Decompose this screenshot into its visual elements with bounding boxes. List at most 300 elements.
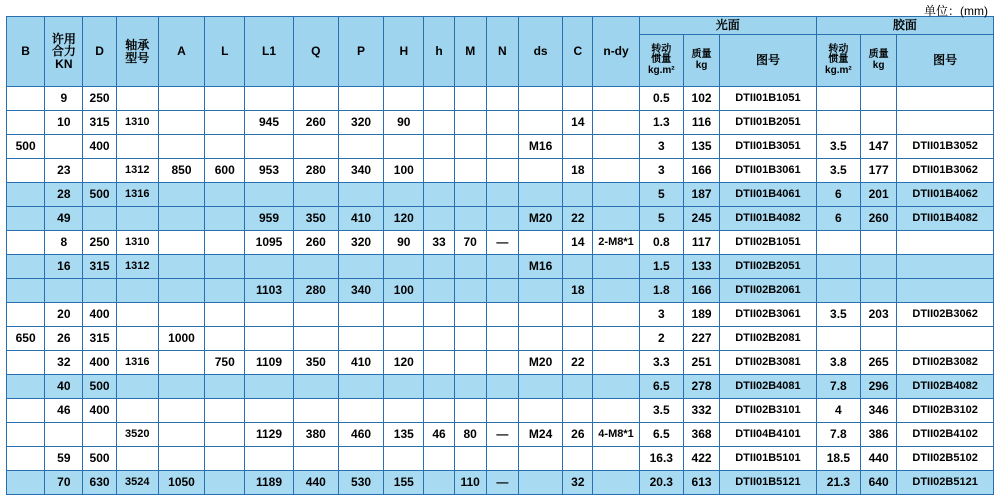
cell-ds: [518, 471, 562, 495]
cell-P: [338, 135, 383, 159]
cell-code1: DTII02B4081: [720, 375, 817, 399]
cell-M: 70: [454, 231, 486, 255]
cell-inertia2: 3.8: [816, 351, 860, 375]
cell-L1: 945: [245, 111, 293, 135]
cell-D: 500: [83, 183, 116, 207]
cell-N: [486, 303, 518, 327]
cell-B: [7, 183, 45, 207]
cell-A: [158, 279, 204, 303]
cell-ndy: [593, 351, 639, 375]
cell-P: [338, 447, 383, 471]
col-header-load-line3: KN: [55, 56, 73, 71]
col-header-mass-rubber: [861, 35, 897, 87]
cell-D: 250: [83, 87, 116, 111]
table-header: [7, 17, 994, 87]
cell-code2: DTII02B3082: [897, 351, 994, 375]
cell-h: [424, 207, 454, 231]
table-row: [7, 351, 994, 375]
cell-ds: [518, 303, 562, 327]
cell-load: 70: [45, 471, 83, 495]
cell-B: [7, 447, 45, 471]
col-header-mass-smooth-line2: kg: [695, 59, 708, 71]
cell-C: [563, 255, 593, 279]
cell-M: [454, 255, 486, 279]
cell-inertia2: 7.8: [816, 423, 860, 447]
cell-N: [486, 111, 518, 135]
cell-mass1: 135: [683, 135, 719, 159]
cell-A: [158, 135, 204, 159]
cell-Q: 380: [293, 423, 338, 447]
cell-inertia1: 5: [639, 207, 683, 231]
cell-H: 120: [384, 207, 424, 231]
cell-L: [205, 111, 245, 135]
cell-bearing: [116, 327, 158, 351]
cell-code2: DTII01B3052: [897, 135, 994, 159]
cell-M: [454, 207, 486, 231]
cell-Q: [293, 255, 338, 279]
col-header-L1: L1: [245, 17, 293, 87]
cell-B: 650: [7, 327, 45, 351]
cell-L1: 953: [245, 159, 293, 183]
cell-H: [384, 135, 424, 159]
cell-inertia1: 1.8: [639, 279, 683, 303]
cell-N: —: [486, 471, 518, 495]
cell-D: 250: [83, 231, 116, 255]
cell-N: —: [486, 423, 518, 447]
table-row: [7, 423, 994, 447]
cell-h: [424, 183, 454, 207]
cell-h: [424, 255, 454, 279]
cell-ds: [518, 159, 562, 183]
cell-M: [454, 87, 486, 111]
cell-M: [454, 111, 486, 135]
cell-ds: [518, 375, 562, 399]
cell-C: 18: [563, 279, 593, 303]
cell-A: [158, 351, 204, 375]
cell-bearing: 3524: [116, 471, 158, 495]
cell-C: [563, 327, 593, 351]
cell-code1: DTII02B3061: [720, 303, 817, 327]
cell-L1: [245, 303, 293, 327]
cell-ndy: [593, 183, 639, 207]
cell-code2: [897, 231, 994, 255]
cell-code2: [897, 279, 994, 303]
cell-Q: [293, 399, 338, 423]
cell-mass2: 265: [861, 351, 897, 375]
cell-h: [424, 303, 454, 327]
col-header-mass-rubber-line1: 质量: [868, 49, 889, 60]
cell-M: [454, 183, 486, 207]
cell-inertia2: [816, 231, 860, 255]
cell-inertia1: 6.5: [639, 423, 683, 447]
cell-load: 23: [45, 159, 83, 183]
cell-code2: DTII02B3062: [897, 303, 994, 327]
cell-mass2: [861, 231, 897, 255]
cell-H: [384, 255, 424, 279]
cell-code2: [897, 87, 994, 111]
cell-code1: DTII01B4061: [720, 183, 817, 207]
cell-h: [424, 471, 454, 495]
cell-inertia1: 3.5: [639, 399, 683, 423]
cell-A: [158, 207, 204, 231]
col-header-ds: ds: [518, 17, 562, 87]
cell-ndy: 4-M8*1: [593, 423, 639, 447]
cell-ds: [518, 327, 562, 351]
cell-L: [205, 279, 245, 303]
cell-ndy: [593, 159, 639, 183]
cell-mass2: [861, 87, 897, 111]
cell-h: [424, 135, 454, 159]
cell-ds: M24: [518, 423, 562, 447]
cell-L1: 1129: [245, 423, 293, 447]
cell-code2: DTII02B5102: [897, 447, 994, 471]
cell-L: [205, 87, 245, 111]
table-body: [7, 87, 994, 495]
cell-H: 155: [384, 471, 424, 495]
col-header-mass-rubber-line2: kg: [872, 59, 885, 71]
cell-N: [486, 399, 518, 423]
cell-inertia2: 4: [816, 399, 860, 423]
cell-load: 49: [45, 207, 83, 231]
cell-B: [7, 231, 45, 255]
col-header-B: B: [7, 17, 45, 87]
cell-ndy: [593, 303, 639, 327]
table-row: [7, 303, 994, 327]
cell-C: 32: [563, 471, 593, 495]
cell-mass1: 613: [683, 471, 719, 495]
cell-h: 33: [424, 231, 454, 255]
cell-ds: [518, 447, 562, 471]
cell-C: 18: [563, 159, 593, 183]
cell-inertia2: 18.5: [816, 447, 860, 471]
cell-L: [205, 327, 245, 351]
cell-mass2: 201: [861, 183, 897, 207]
cell-L: [205, 255, 245, 279]
cell-bearing: [116, 303, 158, 327]
cell-L: [205, 183, 245, 207]
cell-P: 530: [338, 471, 383, 495]
cell-P: [338, 375, 383, 399]
cell-load: 26: [45, 327, 83, 351]
cell-ndy: [593, 447, 639, 471]
cell-h: [424, 375, 454, 399]
cell-P: [338, 87, 383, 111]
cell-B: [7, 207, 45, 231]
cell-load: 28: [45, 183, 83, 207]
cell-bearing: [116, 207, 158, 231]
cell-C: 14: [563, 111, 593, 135]
cell-code1: DTII02B3081: [720, 351, 817, 375]
cell-ndy: [593, 375, 639, 399]
cell-code2: [897, 111, 994, 135]
cell-D: 630: [83, 471, 116, 495]
cell-mass2: 296: [861, 375, 897, 399]
cell-ds: [518, 87, 562, 111]
cell-ds: M16: [518, 255, 562, 279]
cell-P: [338, 399, 383, 423]
cell-bearing: [116, 447, 158, 471]
cell-inertia2: [816, 255, 860, 279]
cell-code2: DTII02B3102: [897, 399, 994, 423]
cell-A: [158, 303, 204, 327]
cell-H: [384, 327, 424, 351]
cell-A: 850: [158, 159, 204, 183]
cell-mass1: 189: [683, 303, 719, 327]
cell-code1: DTII01B5101: [720, 447, 817, 471]
cell-mass1: 166: [683, 279, 719, 303]
cell-D: 400: [83, 303, 116, 327]
group-header-smooth: 光面: [639, 17, 816, 35]
cell-mass2: 440: [861, 447, 897, 471]
cell-B: [7, 399, 45, 423]
cell-D: [83, 423, 116, 447]
cell-mass1: 117: [683, 231, 719, 255]
cell-ds: [518, 111, 562, 135]
cell-D: [83, 279, 116, 303]
cell-Q: [293, 183, 338, 207]
cell-L1: [245, 399, 293, 423]
cell-inertia2: [816, 279, 860, 303]
cell-bearing: 1312: [116, 255, 158, 279]
cell-B: [7, 159, 45, 183]
cell-A: [158, 87, 204, 111]
col-header-load-line1: 许用: [51, 31, 76, 46]
cell-mass1: 187: [683, 183, 719, 207]
col-header-load-line2: 合力: [51, 44, 76, 59]
col-header-D: D: [83, 17, 116, 87]
cell-Q: [293, 447, 338, 471]
cell-L1: [245, 375, 293, 399]
cell-A: 1000: [158, 327, 204, 351]
cell-mass1: 278: [683, 375, 719, 399]
cell-code1: DTII02B3101: [720, 399, 817, 423]
cell-inertia1: 1.3: [639, 111, 683, 135]
cell-inertia1: 6.5: [639, 375, 683, 399]
col-header-mass-smooth-line1: 质量: [691, 49, 712, 60]
cell-mass2: 260: [861, 207, 897, 231]
cell-M: [454, 447, 486, 471]
cell-M: [454, 159, 486, 183]
cell-h: [424, 351, 454, 375]
cell-inertia1: 1.5: [639, 255, 683, 279]
cell-L1: [245, 327, 293, 351]
cell-C: 22: [563, 207, 593, 231]
cell-bearing: 3520: [116, 423, 158, 447]
cell-mass2: [861, 327, 897, 351]
cell-L1: [245, 135, 293, 159]
cell-A: [158, 231, 204, 255]
cell-code2: [897, 327, 994, 351]
cell-H: [384, 303, 424, 327]
cell-M: [454, 279, 486, 303]
table-row: [7, 231, 994, 255]
cell-D: 315: [83, 111, 116, 135]
table-row: [7, 279, 994, 303]
col-header-inertia-smooth-line2: 惯量: [651, 54, 672, 66]
cell-code1: DTII02B2061: [720, 279, 817, 303]
cell-code1: DTII01B4082: [720, 207, 817, 231]
col-header-ndy: n-dy: [593, 17, 639, 87]
col-header-C: C: [563, 17, 593, 87]
cell-Q: [293, 135, 338, 159]
table-row: [7, 375, 994, 399]
cell-L1: 1095: [245, 231, 293, 255]
cell-inertia2: [816, 327, 860, 351]
cell-load: [45, 135, 83, 159]
cell-N: [486, 447, 518, 471]
cell-ndy: [593, 471, 639, 495]
cell-B: [7, 87, 45, 111]
cell-C: 14: [563, 231, 593, 255]
cell-D: 400: [83, 399, 116, 423]
cell-code2: DTII02B4082: [897, 375, 994, 399]
cell-L1: 1103: [245, 279, 293, 303]
cell-N: [486, 183, 518, 207]
col-header-L: L: [205, 17, 245, 87]
cell-H: 90: [384, 111, 424, 135]
cell-load: 59: [45, 447, 83, 471]
cell-inertia2: 7.8: [816, 375, 860, 399]
cell-inertia2: 21.3: [816, 471, 860, 495]
cell-bearing: 1316: [116, 183, 158, 207]
cell-C: [563, 447, 593, 471]
cell-L1: [245, 183, 293, 207]
cell-mass1: 332: [683, 399, 719, 423]
cell-D: [83, 207, 116, 231]
cell-L1: 1189: [245, 471, 293, 495]
cell-Q: [293, 303, 338, 327]
cell-h: [424, 447, 454, 471]
cell-h: [424, 87, 454, 111]
cell-mass1: 227: [683, 327, 719, 351]
cell-ndy: [593, 207, 639, 231]
table-row: [7, 207, 994, 231]
cell-L1: [245, 447, 293, 471]
cell-N: [486, 327, 518, 351]
col-header-inertia-rubber-line3: kg.m²: [825, 64, 852, 76]
table-row: [7, 399, 994, 423]
cell-Q: [293, 327, 338, 351]
cell-load: 46: [45, 399, 83, 423]
cell-inertia1: 5: [639, 183, 683, 207]
cell-N: [486, 375, 518, 399]
col-header-A: A: [158, 17, 204, 87]
cell-inertia2: [816, 111, 860, 135]
cell-N: [486, 255, 518, 279]
cell-inertia1: 20.3: [639, 471, 683, 495]
cell-H: [384, 375, 424, 399]
cell-B: [7, 279, 45, 303]
cell-M: [454, 375, 486, 399]
cell-inertia1: 3: [639, 135, 683, 159]
cell-mass1: 245: [683, 207, 719, 231]
cell-h: [424, 399, 454, 423]
col-header-M: M: [454, 17, 486, 87]
cell-M: [454, 303, 486, 327]
cell-h: [424, 111, 454, 135]
cell-L: [205, 471, 245, 495]
cell-C: 26: [563, 423, 593, 447]
cell-H: 135: [384, 423, 424, 447]
cell-ndy: [593, 135, 639, 159]
cell-code2: DTII01B4082: [897, 207, 994, 231]
cell-bearing: 1310: [116, 231, 158, 255]
cell-N: [486, 87, 518, 111]
cell-inertia2: [816, 87, 860, 111]
col-header-H: H: [384, 17, 424, 87]
table-row: [7, 471, 994, 495]
cell-inertia1: 0.8: [639, 231, 683, 255]
cell-M: 80: [454, 423, 486, 447]
cell-ndy: [593, 327, 639, 351]
cell-code2: DTII02B5121: [897, 471, 994, 495]
cell-bearing: 1312: [116, 159, 158, 183]
col-header-bearing-line1: 轴承: [125, 37, 150, 52]
cell-P: 320: [338, 111, 383, 135]
col-header-code-smooth: 图号: [720, 35, 817, 87]
cell-A: [158, 111, 204, 135]
cell-B: [7, 111, 45, 135]
col-header-inertia-rubber-line1: 转动: [828, 43, 849, 55]
cell-A: [158, 447, 204, 471]
cell-code2: DTII01B4062: [897, 183, 994, 207]
cell-code2: DTII01B3062: [897, 159, 994, 183]
cell-L: [205, 399, 245, 423]
cell-L1: [245, 255, 293, 279]
cell-ds: [518, 399, 562, 423]
cell-bearing: 1310: [116, 111, 158, 135]
cell-ds: M16: [518, 135, 562, 159]
table-row: [7, 327, 994, 351]
col-header-inertia-rubber-line2: 惯量: [828, 54, 849, 66]
cell-A: [158, 423, 204, 447]
cell-P: [338, 327, 383, 351]
cell-code2: [897, 255, 994, 279]
cell-load: 8: [45, 231, 83, 255]
cell-N: —: [486, 231, 518, 255]
cell-N: [486, 159, 518, 183]
cell-D: 315: [83, 327, 116, 351]
cell-L: [205, 303, 245, 327]
cell-N: [486, 351, 518, 375]
cell-mass2: 346: [861, 399, 897, 423]
cell-Q: 260: [293, 111, 338, 135]
cell-ds: M20: [518, 207, 562, 231]
col-header-mass-smooth: [683, 35, 719, 87]
col-header-inertia-smooth: [639, 35, 683, 87]
cell-inertia2: 6: [816, 207, 860, 231]
col-header-Q: Q: [293, 17, 338, 87]
cell-H: 100: [384, 159, 424, 183]
cell-ndy: [593, 279, 639, 303]
cell-C: [563, 135, 593, 159]
cell-mass1: 133: [683, 255, 719, 279]
cell-mass2: 177: [861, 159, 897, 183]
cell-code1: DTII01B3061: [720, 159, 817, 183]
cell-A: 1050: [158, 471, 204, 495]
cell-code1: DTII02B2051: [720, 255, 817, 279]
cell-mass2: 203: [861, 303, 897, 327]
cell-code1: DTII01B2051: [720, 111, 817, 135]
cell-code1: DTII04B4101: [720, 423, 817, 447]
cell-mass2: [861, 255, 897, 279]
cell-N: [486, 135, 518, 159]
cell-ndy: [593, 87, 639, 111]
cell-inertia1: 0.5: [639, 87, 683, 111]
spec-table: [6, 16, 994, 495]
cell-L: [205, 423, 245, 447]
cell-P: 340: [338, 159, 383, 183]
